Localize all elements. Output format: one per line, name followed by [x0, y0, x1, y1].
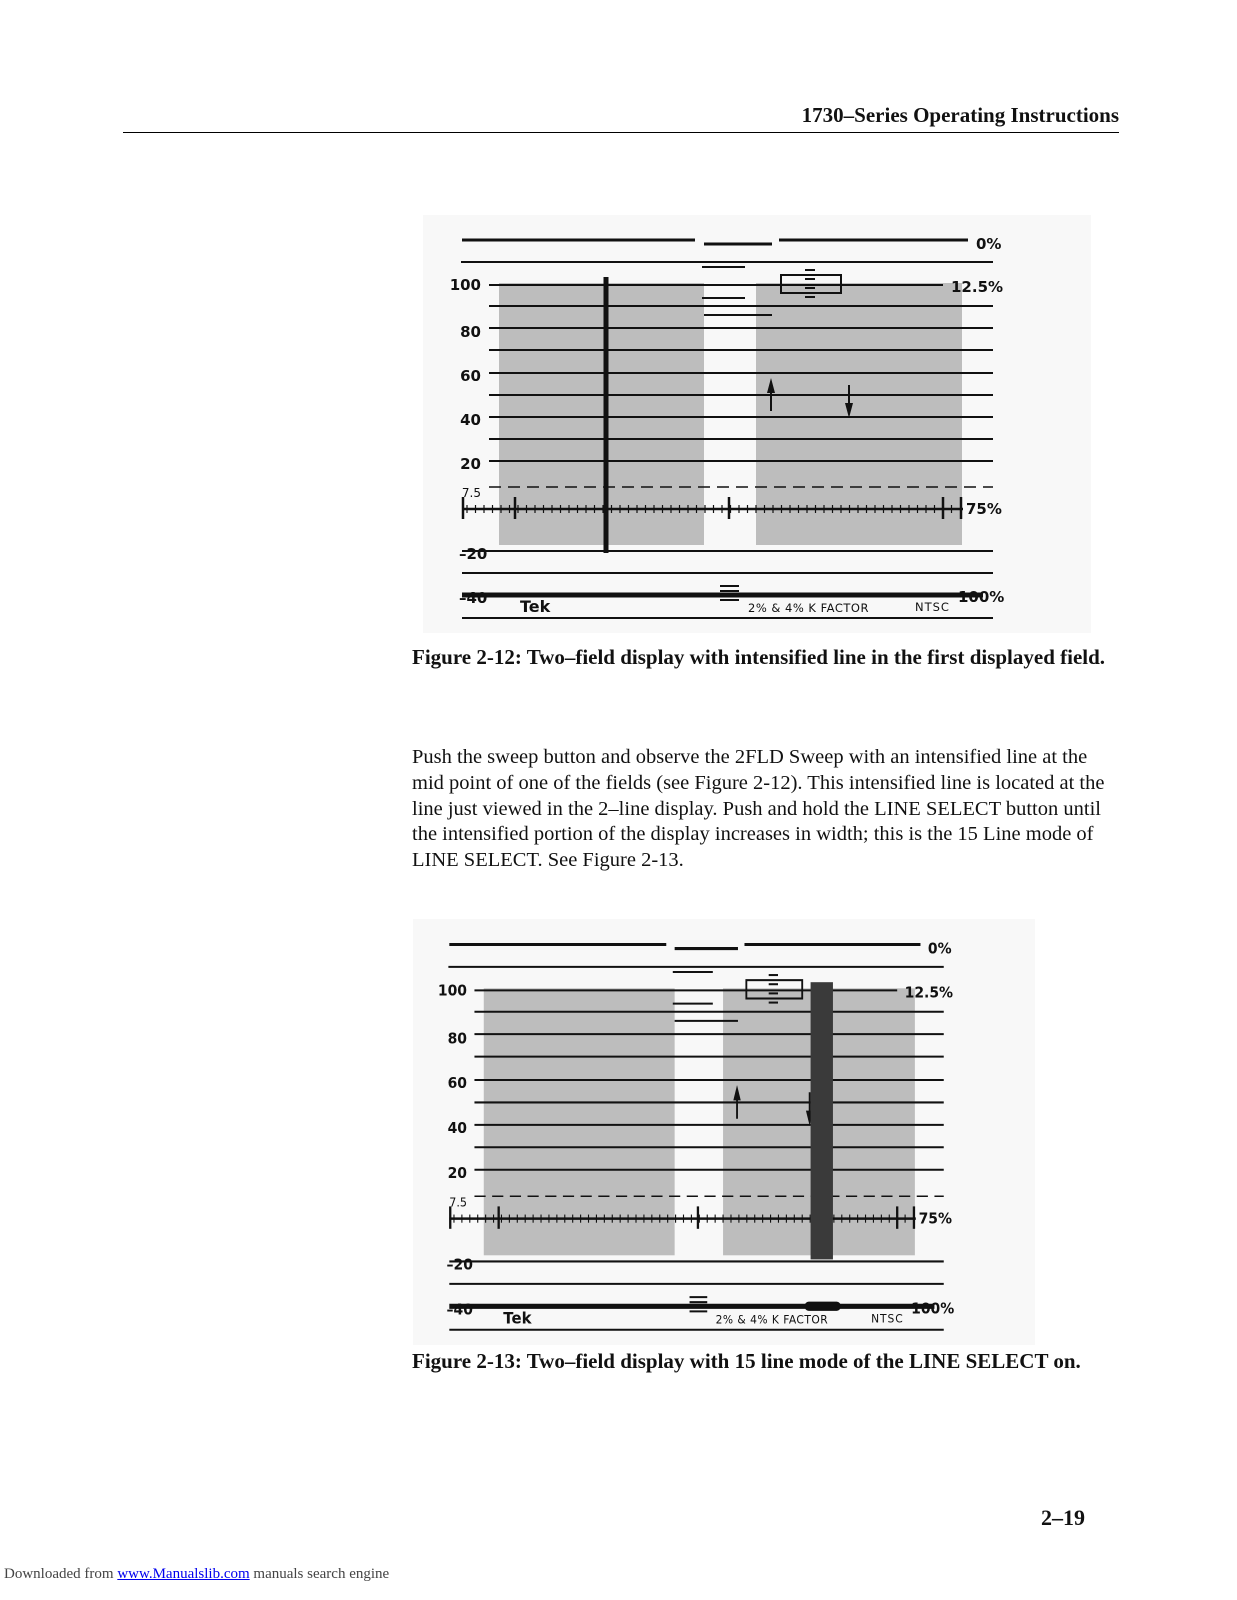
ire-label: –20 [446, 1256, 473, 1274]
field-1-shading [499, 283, 704, 545]
percent-label: 0% [927, 940, 952, 958]
ire-label: –20 [459, 545, 488, 563]
tek-logo-text: Tek [503, 1308, 532, 1328]
body-paragraph: Push the sweep button and observe the 2FLD Sweep with an intensified line at the mid point of one of the fields (see Figure 2-12). This intensified line is located at the line just viewed in the 2–line display. Push and hold the LINE SELECT button until the intensified portion of the display increases in width; this is the 15 Line mode of LINE SELECT. See Figure 2-13. [412, 746, 1105, 872]
ire-label: 100 [437, 981, 468, 1000]
percent-label: 75% [918, 1210, 953, 1228]
ire-label: 7.5 [449, 1194, 468, 1210]
ire-label: 20 [460, 455, 481, 473]
ire-label: 40 [460, 411, 481, 429]
running-header: 1730–Series Operating Instructions [801, 103, 1119, 127]
footer-suffix: manuals search engine [249, 1566, 390, 1582]
footer-credit [4, 1566, 389, 1583]
figure-2-12-graticule [423, 215, 1091, 633]
ntsc-label: NTSC [871, 1312, 904, 1326]
percent-label: 100% [911, 1299, 955, 1318]
k-factor-label: 2% & 4% K FACTOR [715, 1313, 829, 1327]
percent-label: 0% [976, 235, 1002, 253]
k-factor-label: 2% & 4% K FACTOR [748, 601, 869, 615]
ire-label: 7.5 [461, 486, 481, 500]
field-2-shading [756, 283, 962, 545]
intensified-15-line-band [811, 982, 833, 1259]
ire-label: 40 [447, 1119, 468, 1138]
ire-label: 60 [460, 367, 481, 385]
ire-label: 100 [449, 276, 481, 294]
percent-label: 12.5% [904, 983, 954, 1002]
percent-label: 75% [966, 500, 1002, 518]
figure-2-13-graticule [413, 919, 1035, 1345]
field-1-shading [484, 988, 675, 1255]
figure-2-12-caption: Figure 2-12: Two–field display with intensified line in the first displayed field. [412, 645, 1106, 669]
ire-label: 20 [447, 1164, 468, 1183]
footer-prefix: Downloaded from [4, 1566, 118, 1582]
ire-label: –40 [446, 1300, 473, 1319]
tek-logo-text: Tek [520, 597, 551, 616]
ire-label: 80 [460, 323, 481, 341]
figure-2-13-caption: Figure 2-13: Two–field display with 15 line mode of the LINE SELECT on. [412, 1349, 1081, 1373]
graticule-svg [423, 215, 1091, 633]
header-rule [123, 132, 1119, 133]
ire-label: 80 [447, 1029, 468, 1048]
ire-label: –40 [459, 589, 488, 607]
ntsc-label: NTSC [915, 600, 950, 614]
graticule-svg [413, 919, 1035, 1345]
percent-label: 12.5% [951, 278, 1004, 296]
manualslib-link[interactable]: www.Manualslib.com [117, 1566, 250, 1582]
percent-label: 100% [958, 588, 1005, 606]
page-number: 2–19 [1041, 1505, 1085, 1530]
ire-label: 60 [447, 1074, 468, 1093]
